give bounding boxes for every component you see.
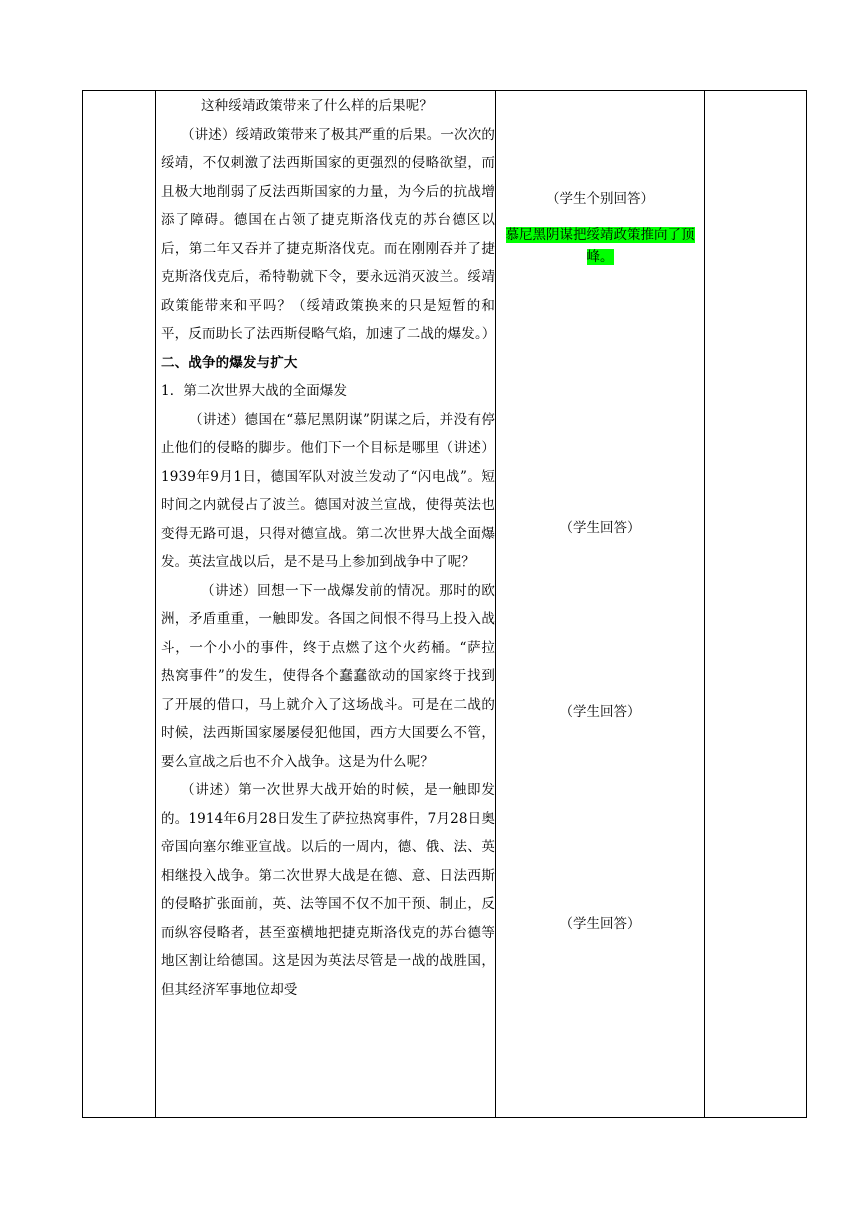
section-heading: 二、战争的爆发与扩大 — [161, 354, 298, 371]
subsection-heading: 1．第二次世界大战的全面爆发 — [161, 383, 348, 399]
lecture-paragraph: （讲述）第一次世界大战开始的时候，是一触即发的。1914年6月28日发生了萨拉热窝事件，7月28日奥帝国向塞尔维亚宣战。以后的一周内，德、俄、法、英相继投入战争。第二次世界大战是在德、意、日法西斯的侵略扩张面前，英、法等国不仅不加干预、制止，反而纵容侵略者，甚至蛮横地把捷克斯洛伐克的苏台德等地区割让给德国。这是因为英法尽管是一战的战胜国，但其经济军事地位却受 — [161, 782, 495, 998]
student-answer: （学生回答） — [559, 520, 641, 536]
lecture-paragraph: （讲述）绥靖政策带来了极其严重的后果。一次次的绥靖，不仅刺激了法西斯国家的更强烈的侵略欲望，而且极大地削弱了反法西斯国家的力量，为今后的抗战增添了障碍。德国在占领了捷克斯洛伐克的苏台德区以后，第二年又吞并了捷克斯洛伐克。而在刚刚吞并了捷克斯洛伐克后，希特勒就下令，要永远消灭波兰。绥靖政策能带来和平吗？（绥靖政策换来的只是短暂的和平，反而助长了法西斯侵略气焰，加速了二战的爆发。） — [161, 126, 496, 342]
question-paragraph: 这种绥靖政策带来了什么样的后果呢？ — [201, 98, 434, 114]
lecture-paragraph: （讲述）德国在“慕尼黑阴谋”阴谋之后，并没有停止他们的侵略的脚步。他们下一个目标是哪里（讲述）1939年9月1日，德国军队对波兰发动了“闪电战”。短时间之内就侵占了波兰。德国对波兰宣战，使得英法也变得无路可退，只得对德宣战。第二次世界大战全面爆发。英法宣战以后，是不是马上参加到战争中了呢？ — [161, 411, 495, 570]
student-answer: （学生回答） — [559, 916, 641, 932]
student-answer: （学生个别回答） — [546, 191, 654, 207]
teaching-content-column — [161, 90, 495, 1004]
column-divider-1 — [155, 90, 156, 1117]
column-divider-2 — [495, 90, 496, 1117]
student-answer: （学生回答） — [559, 704, 641, 720]
lecture-paragraph: （讲述）回想一下一战爆发前的情况。那时的欧洲，矛盾重重，一触即发。各国之间恨不得马上投入战斗，一个小小的事件，终于点燃了这个火药桶。“萨拉热窝事件”的发生，使得各个蠢蠢欲动的国家终于找到了开展的借口，马上就介入了这场战斗。可是在二战的时候，法西斯国家屡屡侵犯他国，西方大国要么不管，要么宣战之后也不介入战争。这是为什么呢？ — [161, 582, 495, 770]
highlighted-note — [502, 224, 698, 268]
highlight-text: 慕尼黑阴谋把绥靖政策推向了顶峰。 — [505, 227, 695, 265]
column-divider-3 — [704, 90, 705, 1117]
